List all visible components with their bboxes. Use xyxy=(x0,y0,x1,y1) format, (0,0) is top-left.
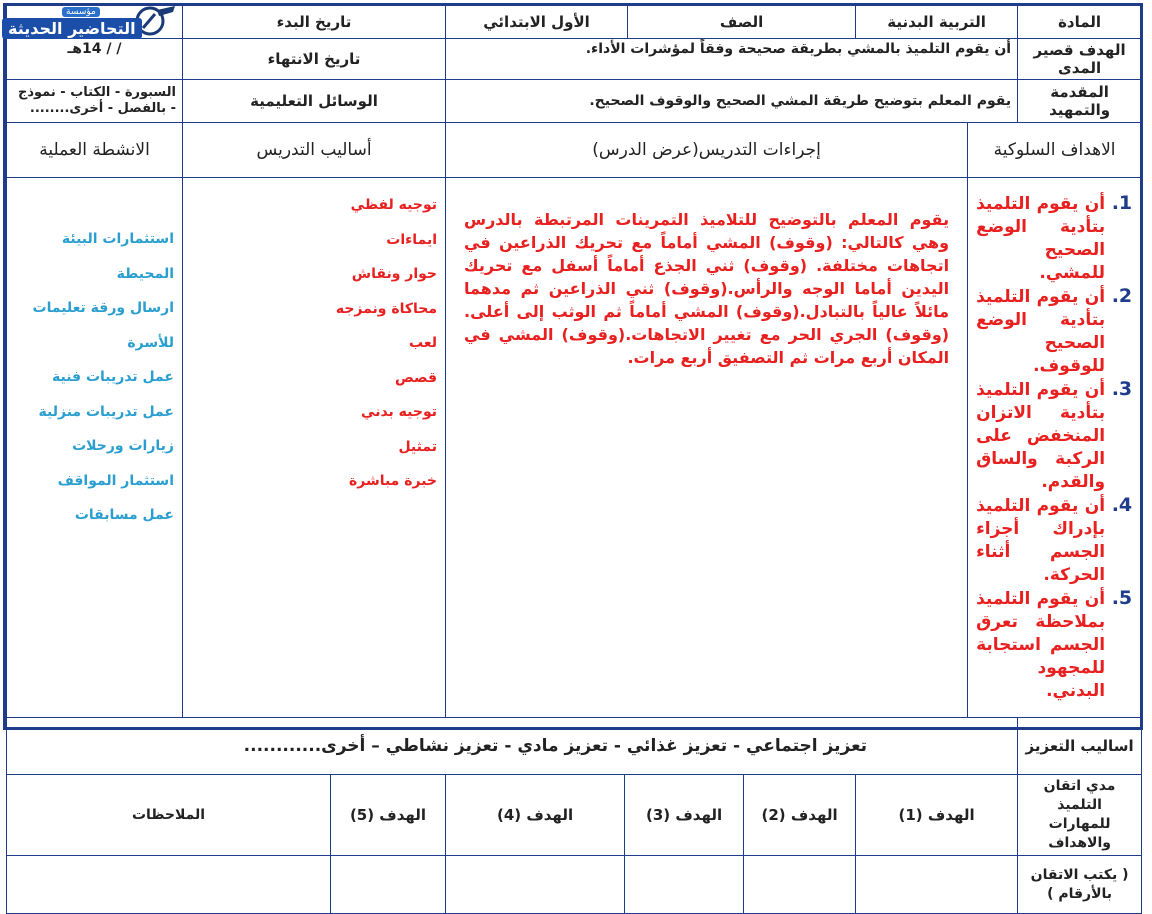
reinforcement-value: تعزيز اجتماعي - تعزيز غذائي - تعزيز مادي - تعزيز نشاطي – أخرى............ xyxy=(7,718,1018,775)
intro-value: يقوم المعلم بتوضيح طريقة المشي الصحيح والوقوف الصحيح. xyxy=(446,80,1018,123)
activity-item: عمل مسابقات xyxy=(74,507,174,523)
logo xyxy=(0,4,180,44)
activity-item: زيارات ورحلات xyxy=(72,438,174,454)
goal-item: 3. أن يقوم التلميذ بتأدية الاتزان المنخفض على الركبة والساق والقدم. xyxy=(976,378,1105,494)
mastery-write-label: ( يكتب الاتقان بالأرقام ) xyxy=(1018,856,1142,914)
short-goal-value: أن يقوم التلميذ بالمشي بطريقة صحيحة وفقاً لمؤشرات الأداء. xyxy=(446,39,1018,80)
goal-item: 4. أن يقوم التلميذ بإدراك أجزاء الجسم أثناء الحركة. xyxy=(976,494,1105,587)
goal-1-score[interactable] xyxy=(856,856,1018,914)
procedures-header: إجراءات التدريس(عرض الدرس) xyxy=(446,123,968,178)
logo-small-text: مؤسسة xyxy=(62,7,100,17)
end-date-value[interactable]: / / 14هـ xyxy=(7,39,183,80)
goal-header-3: الهدف (3) xyxy=(625,775,744,856)
goals-cell xyxy=(968,178,1142,718)
methods-header: أساليب التدريس xyxy=(183,123,446,178)
logo-name: التحاضير الحديثة xyxy=(2,18,142,39)
goal-item: 1. أن يقوم التلميذ بتأدية الوضع الصحيح للمشي. xyxy=(976,192,1105,285)
procedures-cell xyxy=(446,178,968,718)
goal-header-4: الهدف (4) xyxy=(446,775,625,856)
activity-item: استثمارات البيئة المحيطة xyxy=(61,231,174,282)
goal-3-score[interactable] xyxy=(625,856,744,914)
goal-header-2: الهدف (2) xyxy=(744,775,856,856)
goal-header-1: الهدف (1) xyxy=(856,775,1018,856)
method-item: قصص xyxy=(394,369,438,386)
activity-item: استثمار المواقف xyxy=(57,472,174,489)
notes-value[interactable] xyxy=(7,856,331,914)
reinforcement-label: اساليب التعزيز xyxy=(1018,718,1142,775)
grade-label: الصف xyxy=(628,6,856,39)
methods-cell xyxy=(183,178,446,718)
methods-list xyxy=(191,188,437,499)
goals-header: الاهداف السلوكية xyxy=(968,123,1142,178)
goal-item: 2. أن يقوم التلميذ بتأدية الوضع الصحيح للوقوف. xyxy=(976,285,1105,378)
method-item: لعب xyxy=(409,335,438,351)
lesson-plan-table xyxy=(6,5,1142,914)
method-item: محاكاة ونمزجه xyxy=(335,300,438,317)
grade-value: الأول الابتدائي xyxy=(446,6,628,39)
method-item: توجيه بدني xyxy=(361,404,438,420)
goal-4-score[interactable] xyxy=(446,856,625,914)
goals-list xyxy=(976,192,1133,703)
goal-2-score[interactable] xyxy=(744,856,856,914)
activities-list xyxy=(15,222,174,533)
method-item: خبرة مباشرة xyxy=(348,473,438,489)
mastery-label: مدي اتقان التلميذ للمهارات والاهداف xyxy=(1018,775,1142,856)
notes-label: الملاحظات xyxy=(7,775,331,856)
method-item: حوار ونقاش xyxy=(351,266,438,282)
activity-item: ارسال ورقة تعليمات للأسرة xyxy=(32,300,174,351)
subject-label: المادة xyxy=(1018,6,1142,39)
method-item: ايماءات xyxy=(386,231,438,248)
method-item: تمثيل xyxy=(398,438,438,455)
activity-item: عمل تدريبات منزلية xyxy=(38,403,174,420)
goal-header-5: الهدف (5) xyxy=(331,775,446,856)
activities-cell xyxy=(7,178,183,718)
subject-value: التربية البدنية xyxy=(856,6,1018,39)
media-value: السبورة - الكتاب - نموذج - بالفصل - أخرى........ xyxy=(7,80,183,123)
start-date-label: تاريخ البدء xyxy=(183,6,446,39)
intro-label: المقدمة والتمهيد xyxy=(1018,80,1142,123)
media-label: الوسائل التعليمية xyxy=(183,80,446,123)
activity-item: عمل تدريبات فنية xyxy=(52,369,174,385)
goal-5-score[interactable] xyxy=(331,856,446,914)
activities-header: الانشطة العملية xyxy=(7,123,183,178)
procedures-text: يقوم المعلم بالتوضيح للتلاميذ التمرينات المرتبطة بالدرس وهي كالتالي: (وقوف) المشي أماماً مع تحريك الذراعين في اتجاهات مختلفة. (وقوف) ثني الجذع أماماً أسفل مع تحريك اليدين أماما الوجه والرأس.(وقوف) ثني الذراعين ثم مدهما مائلاً عالياً بالتبادل.(وقوف) المشي أماماً ثم الوثب إلى أعلى.(وقوف) الجري الحر مع تغيير الاتجاهات.(وقوف) المشي في المكان أربع مرات ثم التصفيق أربع مرات. xyxy=(464,210,950,367)
method-item: توجيه لفظي xyxy=(350,197,438,213)
end-date-label: تاريخ الانتهاء xyxy=(183,39,446,80)
short-goal-label: الهدف قصير المدى xyxy=(1018,39,1142,80)
goal-item: 5. أن يقوم التلميذ بملاحظة تعرق الجسم استجابة للمجهود البدني. xyxy=(976,587,1105,703)
